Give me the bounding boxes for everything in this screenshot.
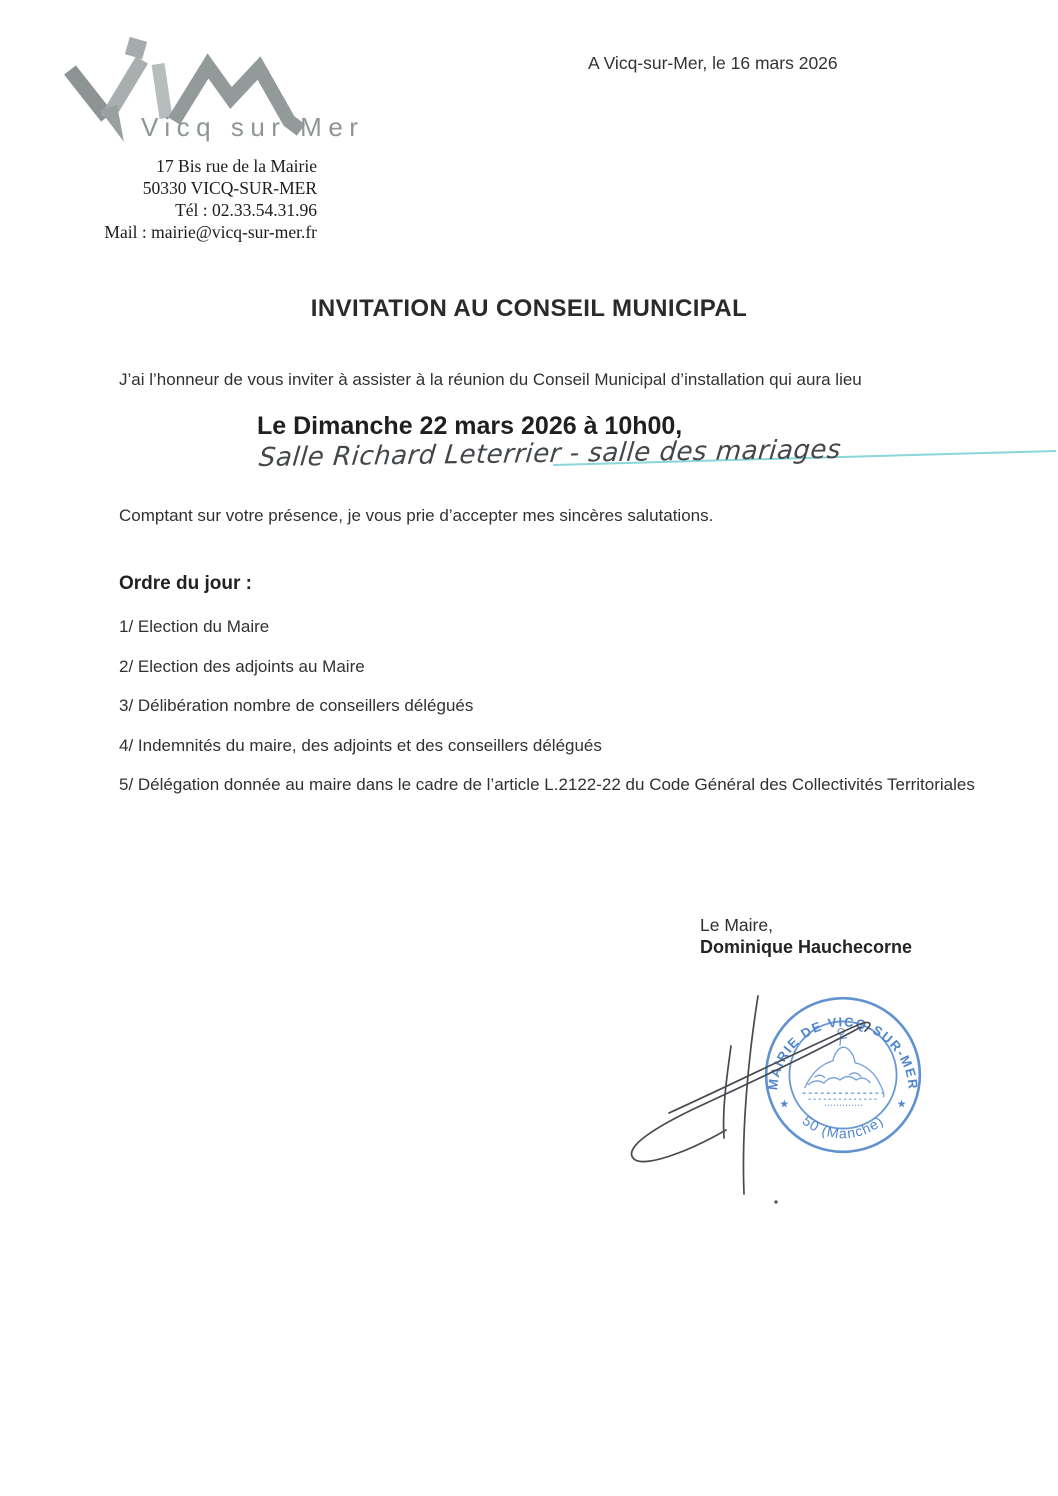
signoff-name: Dominique Hauchecorne	[700, 937, 913, 957]
logo-tail	[100, 105, 124, 142]
stamp-star-left: ★	[779, 1098, 790, 1111]
meeting-datetime: Le Dimanche 22 mars 2026 à 10h00,	[257, 412, 683, 440]
agenda-item: 4/ Indemnités du maire, des adjoints et des conseillers délégués	[119, 735, 602, 755]
agenda-item: 3/ Délibération nombre de conseillers délégués	[119, 696, 474, 715]
logo-i-dot	[125, 37, 147, 59]
agenda-item: 1/ Election du Maire	[119, 617, 270, 636]
stamp-bottom-text: 50 (Manche)	[799, 1112, 887, 1142]
date-line: A Vicq-sur-Mer, le 16 mars 2026	[588, 53, 838, 73]
intro-paragraph: J’ai l’honneur de vous inviter à assister à la réunion du Conseil Municipal d’installation qui aura lieu	[119, 370, 862, 389]
address-line-mail: Mail : mairie@vicq-sur-mer.fr	[104, 222, 317, 242]
ink-dot	[774, 1200, 777, 1203]
address-block	[60, 155, 317, 243]
stamp-star-right: ★	[896, 1098, 907, 1111]
closing-paragraph: Comptant sur votre présence, je vous prie d’accepter mes sincères salutations.	[119, 506, 714, 525]
letter-title: INVITATION AU CONSEIL MUNICIPAL	[310, 295, 748, 322]
stamp-top-text: MAIRIE DE VICQ-SUR-MER	[765, 1014, 921, 1091]
logo-wordmark: Vicq sur Mer	[141, 112, 365, 142]
address-line-street: 17 Bis rue de la Mairie	[156, 156, 317, 176]
signature-stroke-vertical-long	[743, 996, 758, 1194]
address-line-phone: Tél : 02.33.54.31.96	[175, 200, 317, 220]
agenda-item: 2/ Election des adjoints au Maire	[119, 656, 365, 676]
agenda-list	[119, 618, 1019, 816]
logo-i-stem	[158, 64, 166, 118]
agenda-heading: Ordre du jour :	[119, 573, 252, 594]
agenda-item: 5/ Délégation donnée au maire dans le cadre de l’article L.2122-22 du Code Général des Collectivités Territoriales	[119, 775, 975, 794]
signature-stroke-diagonal	[669, 1023, 870, 1113]
signoff-role: Le Maire,	[700, 915, 773, 935]
handwritten-location: Salle Richard Leterrier - salle des mariages	[257, 434, 843, 474]
address-line-city: 50330 VICQ-SUR-MER	[142, 178, 317, 198]
signature-scribble	[600, 980, 960, 1240]
